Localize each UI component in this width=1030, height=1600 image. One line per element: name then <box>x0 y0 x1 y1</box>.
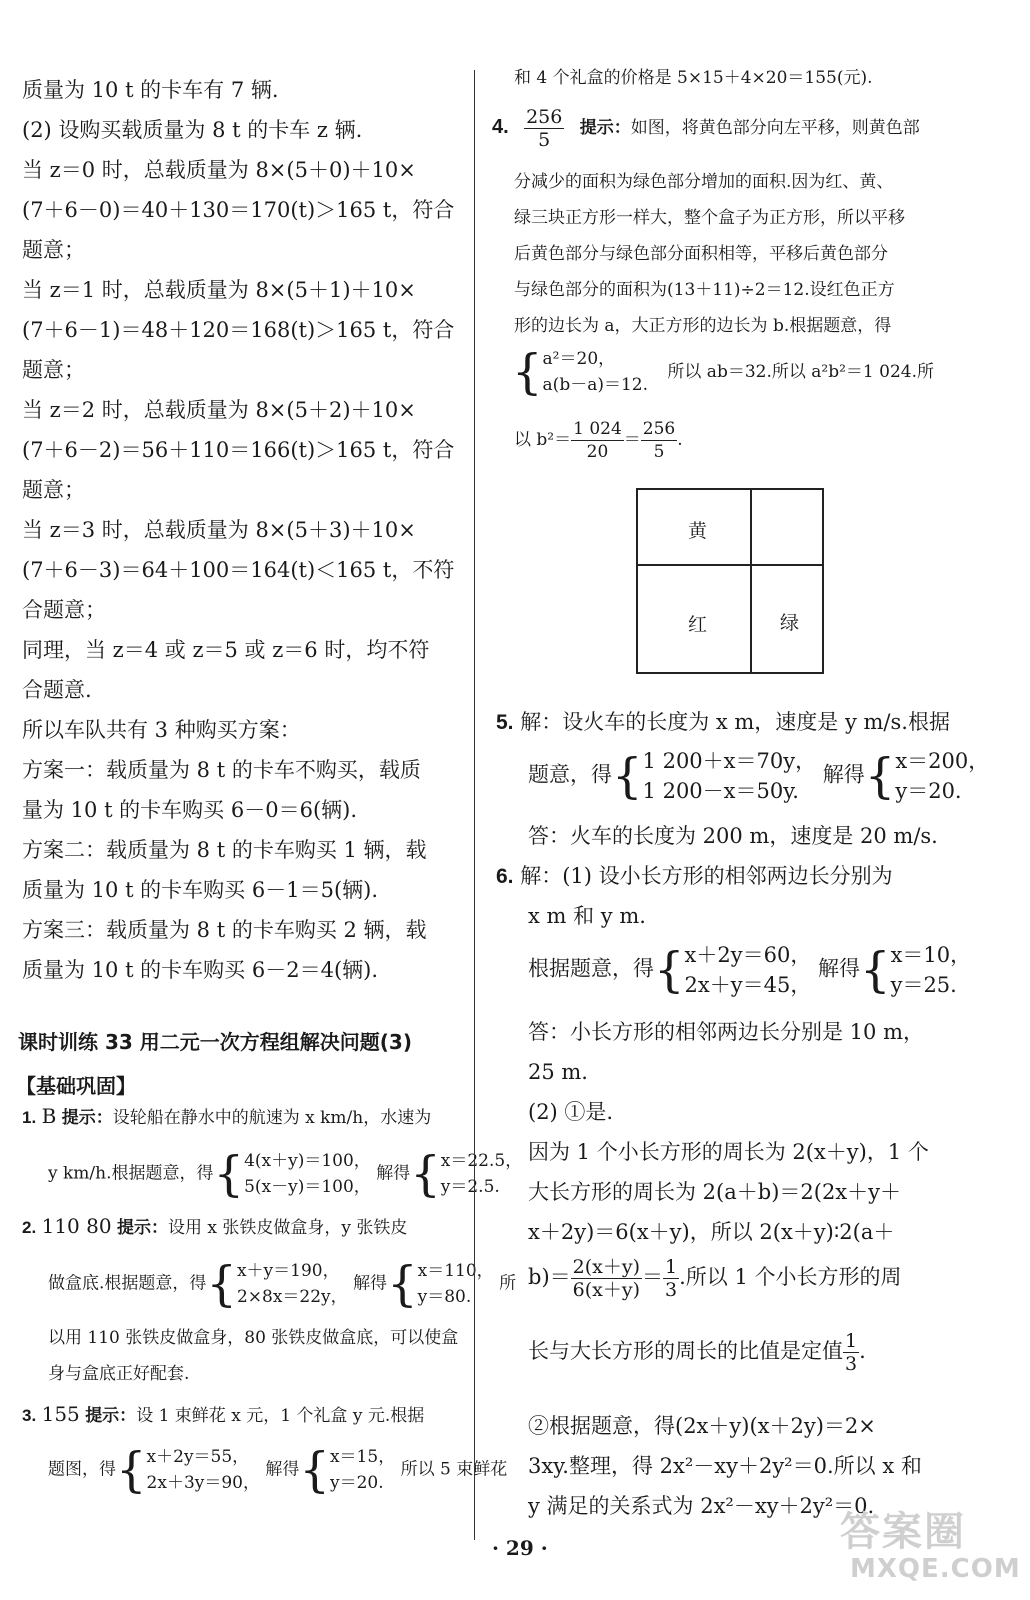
equation: x＝22.5， <box>440 1151 523 1171</box>
answer: 110 80 <box>41 1214 112 1238</box>
question-number: 1. <box>22 1108 37 1127</box>
solve-label: 解得 <box>353 1273 388 1294</box>
column-divider <box>474 70 475 1540</box>
text-line: 因为 1 个小长方形的周长为 2(x＋y)，1 个 <box>528 1140 929 1164</box>
answer: B <box>41 1104 57 1128</box>
hint-text: 以 b²＝ <box>514 430 572 450</box>
section-title: 课时训练 33 用二元一次方程组解决问题(3) <box>18 1030 412 1054</box>
text-line: 后黄色部分与绿色部分面积相等，平移后黄色部分 <box>514 244 888 264</box>
denominator: 3 <box>845 1353 858 1375</box>
equation-system <box>147 1444 260 1496</box>
question-number: 2. <box>22 1218 37 1237</box>
watermark-text: 答案圈 <box>840 1509 966 1555</box>
denominator: 5 <box>653 442 665 462</box>
diagram-vertical-line <box>750 490 752 672</box>
solve-label: 解得 <box>376 1163 411 1184</box>
text-line: 量为 10 t 的卡车购买 6－0＝6(辆). <box>22 798 358 822</box>
numerator: 256 <box>642 419 676 439</box>
text-line: 合题意. <box>22 678 92 702</box>
text-line: 题意； <box>22 478 85 502</box>
equation: x＝200， <box>895 749 990 773</box>
text-line: 与绿色部分的面积为(13＋11)÷2＝12.设红色正方 <box>514 280 895 300</box>
equation-line <box>512 346 934 398</box>
numerator: 2(x＋y) <box>572 1256 641 1278</box>
equation: 2x＋y＝45， <box>684 973 812 997</box>
solution-system <box>418 1258 494 1310</box>
equation: y＝20. <box>895 779 962 803</box>
hint-text: 所以 ab＝32.所以 a²b²＝1 024.所 <box>667 361 934 382</box>
text-line: 质量为 10 t 的卡车购买 6－2＝4(辆). <box>22 958 379 982</box>
text-line: 方案二：载质量为 8 t 的卡车购买 1 辆，载 <box>22 838 427 862</box>
yellow-label: 黄 <box>688 520 708 542</box>
text-line: (7＋6－1)＝48＋120＝168(t)＞165 t，符合 <box>22 318 455 342</box>
equation-system <box>244 1148 371 1200</box>
box-diagram <box>636 488 824 674</box>
numerator: 1 024 <box>573 419 622 439</box>
brace-icon: { <box>299 1442 330 1498</box>
hint-text: 长与大长方形的周长的比值是定值 <box>528 1339 843 1363</box>
watermark-url: MXQE.COM <box>850 1554 1021 1584</box>
hint-text: 设用 x 张铁皮做盒身，y 张铁皮 <box>167 1218 408 1238</box>
equation: x＋2y＝55， <box>146 1447 250 1467</box>
diagram-horizontal-line <box>638 564 822 566</box>
question-number: 3. <box>22 1406 37 1425</box>
equation: y＝80. <box>417 1287 472 1307</box>
question-4-header <box>492 106 920 151</box>
text-line: (2) 设购买载质量为 8 t 的卡车 z 辆. <box>22 118 363 142</box>
text-line: 3xy.整理，得 2x²－xy＋2y²＝0.所以 x 和 <box>528 1454 922 1478</box>
numerator: 256 <box>526 106 563 128</box>
question-number: 4. <box>492 116 509 138</box>
numerator: 1 <box>665 1256 678 1278</box>
equation-line <box>528 1330 866 1375</box>
fraction <box>663 1256 679 1301</box>
text-line: ②根据题意，得(2x＋y)(x＋2y)＝2× <box>528 1414 876 1438</box>
text-line: 大长方形的周长为 2(a＋b)＝2(2x＋y＋ <box>528 1180 902 1204</box>
period: . <box>677 430 683 450</box>
solve-label: 解得 <box>818 956 861 981</box>
hint-label: 提示： <box>61 1108 113 1128</box>
equation: 2x＋3y＝90， <box>146 1473 261 1493</box>
fraction <box>843 1330 859 1375</box>
equation-line <box>48 1258 516 1310</box>
equals-sign: ＝ <box>642 1265 664 1289</box>
answer: 155 <box>41 1402 80 1426</box>
denominator: 20 <box>586 442 609 462</box>
answer-fraction <box>524 106 564 151</box>
text-line: 绿三块正方形一样大，整个盒子为正方形，所以平移 <box>514 208 905 228</box>
text-line: 方案三：载质量为 8 t 的卡车购买 2 辆，载 <box>22 918 427 942</box>
text-line: 题意； <box>22 238 85 262</box>
text-line: 当 z＝3 时，总载质量为 8×(5＋3)＋10× <box>22 518 416 542</box>
equation-system <box>543 346 648 398</box>
equation-system <box>643 746 817 806</box>
brace-icon: { <box>387 1256 418 1312</box>
equation-line <box>514 418 683 463</box>
brace-icon: { <box>654 942 685 998</box>
solution-system <box>330 1444 395 1496</box>
solve-label: 解得 <box>822 762 865 787</box>
hint-text: 题图，得 <box>48 1459 116 1480</box>
brace-icon: { <box>206 1256 237 1312</box>
denominator: 3 <box>665 1279 678 1301</box>
equation: x＝110， <box>417 1261 494 1281</box>
text-line: 题意； <box>22 358 85 382</box>
text-line: x＋2y)＝6(x＋y)，所以 2(x＋y)∶2(a＋ <box>528 1220 895 1244</box>
equation: x＝15， <box>329 1447 396 1467</box>
hint-label: 提示： <box>579 118 631 138</box>
text-line: 方案一：载质量为 8 t 的卡车不购买，载质 <box>22 758 421 782</box>
brace-icon: { <box>864 748 896 804</box>
brace-icon: { <box>410 1146 441 1202</box>
text-line: y 满足的关系式为 2x²－xy＋2y²＝0. <box>528 1494 875 1518</box>
equation: 5(x－y)＝100， <box>244 1177 371 1197</box>
equation: a(b－a)＝12. <box>542 375 648 395</box>
text-line: 同理，当 z＝4 或 z＝5 或 z＝6 时，均不符 <box>22 638 430 662</box>
hint-text: y km/h.根据题意，得 <box>48 1163 214 1184</box>
equation-line <box>528 1256 902 1301</box>
equation-system <box>237 1258 348 1310</box>
text-line: 形的边长为 a，大正方形的边长为 b.根据题意，得 <box>514 316 892 336</box>
equation: x＝10， <box>890 943 972 967</box>
equation: a²＝20， <box>542 349 616 369</box>
equation: y＝25. <box>890 973 957 997</box>
solution-system <box>895 746 989 806</box>
equation-line <box>528 940 971 1000</box>
text-line: 当 z＝2 时，总载质量为 8×(5＋2)＋10× <box>22 398 416 422</box>
brace-icon: { <box>116 1442 147 1498</box>
text-line: 质量为 10 t 的卡车有 7 辆. <box>22 78 279 102</box>
page-number: · 29 · <box>492 1536 548 1560</box>
text-line: 合题意； <box>22 598 106 622</box>
equation: y＝20. <box>329 1473 384 1493</box>
question-number: 6. <box>496 865 514 888</box>
equation: 1 200＋x＝70y， <box>642 749 817 773</box>
basic-consolidation-label: 【基础巩固】 <box>16 1074 136 1098</box>
text-line: 以用 110 张铁皮做盒身，80 张铁皮做盒底，可以使盒 <box>48 1328 459 1348</box>
equation: x＋2y＝60， <box>684 943 812 967</box>
hint-label: 提示： <box>85 1406 137 1426</box>
brace-icon: { <box>612 748 643 804</box>
hint-text: 所以 5 束鲜花 <box>400 1459 508 1480</box>
text-line: 当 z＝1 时，总载质量为 8×(5＋1)＋10× <box>22 278 416 302</box>
text-line: 当 z＝0 时，总载质量为 8×(5＋0)＋10× <box>22 158 416 182</box>
text-line: 所以车队共有 3 种购买方案： <box>22 718 301 742</box>
text-line: 答：小长方形的相邻两边长分别是 10 m， <box>528 1020 924 1044</box>
text-line: 解：设火车的长度为 x m，速度是 y m/s.根据 <box>520 710 950 734</box>
red-label: 红 <box>688 614 708 636</box>
fraction <box>641 418 677 463</box>
text-line: (7＋6－0)＝40＋130＝170(t)＞165 t，符合 <box>22 198 455 222</box>
brace-icon: { <box>860 942 891 998</box>
equation-line <box>528 746 989 806</box>
text-line: 25 m. <box>528 1060 588 1084</box>
hint-label: 提示： <box>116 1218 168 1238</box>
hint-text: 如图，将黄色部分向左平移，则黄色部 <box>630 118 920 138</box>
hint-text: 设轮船在静水中的航速为 x km/h，水速为 <box>112 1108 432 1128</box>
hint-text: 根据题意，得 <box>528 956 654 981</box>
equation-line <box>48 1148 522 1200</box>
denominator: 5 <box>538 129 551 151</box>
text-line: (7＋6－3)＝64＋100＝164(t)＜165 t，不符 <box>22 558 455 582</box>
equation-system <box>685 940 812 1000</box>
equation: y＝2.5. <box>440 1177 500 1197</box>
solution-system <box>891 940 972 1000</box>
equation: 4(x＋y)＝100， <box>244 1151 371 1171</box>
hint-text: 设 1 束鲜花 x 元，1 个礼盒 y 元.根据 <box>136 1406 425 1426</box>
brace-icon: { <box>512 344 543 400</box>
hint-text: b)＝ <box>528 1265 571 1289</box>
text-line: 解：(1) 设小长方形的相邻两边长分别为 <box>520 864 893 888</box>
equation: 2×8x＝22y， <box>236 1287 348 1307</box>
text-line: x m 和 y m. <box>528 904 646 928</box>
equation: 1 200－x＝50y. <box>642 779 799 803</box>
hint-text: 做盒底.根据题意，得 <box>48 1273 207 1294</box>
text-line: (7＋6－2)＝56＋110＝166(t)＞165 t，符合 <box>22 438 455 462</box>
text-line: 身与盒底正好配套. <box>48 1364 190 1384</box>
text-line: 答：火车的长度为 200 m，速度是 20 m/s. <box>528 824 938 848</box>
question-number: 5. <box>496 711 514 734</box>
equation-line <box>48 1444 507 1496</box>
watermark-logo <box>830 1500 1021 1590</box>
brace-icon: { <box>213 1146 245 1202</box>
text-line: 和 4 个礼盒的价格是 5×15＋4×20＝155(元). <box>514 68 873 88</box>
denominator: 6(x＋y) <box>572 1279 641 1301</box>
fraction <box>571 418 624 463</box>
period: . <box>859 1339 866 1363</box>
equation: x＋y＝190， <box>236 1261 340 1281</box>
green-label: 绿 <box>780 612 800 634</box>
hint-text: 题意，得 <box>528 762 612 787</box>
numerator: 1 <box>845 1330 858 1352</box>
text-line: (2) ①是. <box>528 1100 614 1124</box>
solution-system <box>441 1148 522 1200</box>
fraction <box>571 1256 642 1301</box>
equals-sign: ＝ <box>623 430 641 450</box>
text-line: 质量为 10 t 的卡车购买 6－1＝5(辆). <box>22 878 379 902</box>
text-line: 分减少的面积为绿色部分增加的面积.因为红、黄、 <box>514 172 894 192</box>
hint-text: 所 <box>499 1273 517 1294</box>
hint-text: .所以 1 个小长方形的周 <box>679 1265 902 1289</box>
solve-label: 解得 <box>265 1459 300 1480</box>
